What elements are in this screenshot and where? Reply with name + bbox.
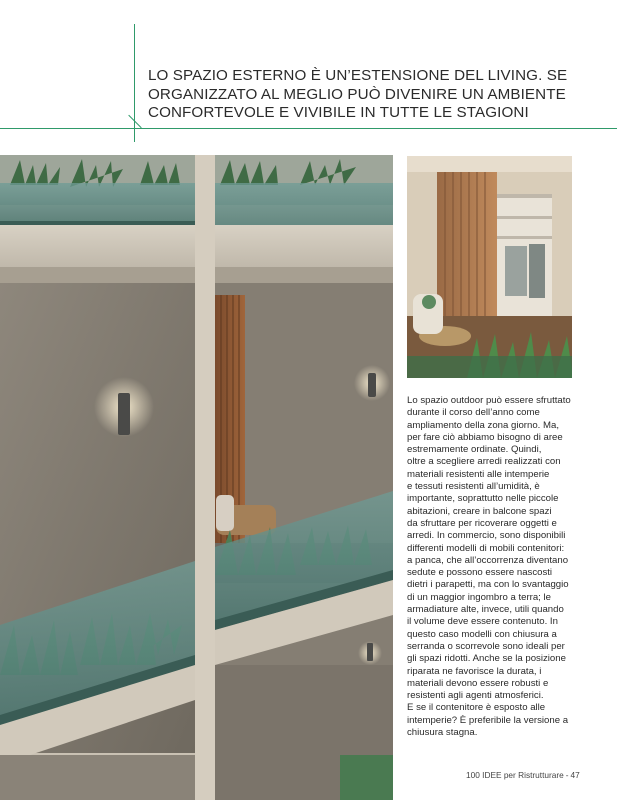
body-text <box>407 395 577 739</box>
body-line: armadiature alte, invece, utili quando <box>407 604 564 616</box>
magazine-name: 100 IDEE per Ristrutturare <box>466 770 564 780</box>
page-number: 47 <box>570 770 580 780</box>
body-line: differenti modelli di mobili contenitori: <box>407 542 565 554</box>
accent-horizontal-rule <box>0 128 617 129</box>
accent-vertical-rule <box>134 24 135 142</box>
body-line: per fare ciò abbiamo bisogno di aree <box>407 431 563 443</box>
body-line: da sfruttare per ricoverare oggetti e <box>407 517 557 529</box>
body-line: importante, soprattutto nelle piccole <box>407 493 559 505</box>
body-line: arredi. In commercio, sono disponibili <box>407 530 566 542</box>
body-line: resistenti agli agenti atmosferici. <box>407 690 544 702</box>
body-line: oltre a scegliere arredi realizzati con <box>407 456 561 468</box>
body-line: dietri i parapetti, ma con lo svantaggio <box>407 579 569 591</box>
side-photo-balcony-storage <box>407 156 572 378</box>
headline-line: ORGANIZZATO AL MEGLIO PUÒ DIVENIRE UN AMBIENTE <box>148 85 566 103</box>
headline-line: LO SPAZIO ESTERNO È UN’ESTENSIONE DEL LIVING. SE <box>148 67 568 84</box>
main-photo-building-balconies <box>0 155 393 800</box>
page-footer <box>466 770 580 780</box>
body-line: di un maggior ingombro a terra; le <box>407 591 551 603</box>
body-line: materiali devono essere robusti e <box>407 677 549 689</box>
body-line: durante il corso dell’anno come <box>407 407 540 419</box>
body-line: abitazioni, creare in balcone spazi <box>407 505 552 517</box>
body-line: Lo spazio outdoor può essere sfruttato <box>407 395 571 406</box>
accent-rule-tick <box>128 115 141 128</box>
body-line: gli spazi ridotti. Anche se la posizione <box>407 653 566 665</box>
body-line: serranda o scorrevole sono ideali per <box>407 640 565 652</box>
body-line: materiali resistenti alle intemperie <box>407 468 550 480</box>
headline-line: CONFORTEVOLE E VIVIBILE IN TUTTE LE STAGIONI <box>148 104 529 121</box>
body-line: sedute e possono essere nascosti <box>407 567 553 579</box>
body-line: questo caso modelli con chiusura a <box>407 628 557 640</box>
body-line: intemperie? È preferibile la versione a <box>407 714 569 726</box>
footer-separator: - <box>565 770 569 780</box>
headline <box>148 67 588 123</box>
body-line: e tessuti resistenti all’umidità, è <box>407 481 540 493</box>
body-line: estremamente ordinate. Quindi, <box>407 444 542 456</box>
body-line: ampliamento della zona giorno. Ma, <box>407 419 559 431</box>
body-line: a panca, che all’occorrenza diventano <box>407 554 569 566</box>
body-line: chiusura stagna. <box>407 727 478 739</box>
body-line: E se il contenitore è esposto alle <box>407 702 546 714</box>
body-line: riparata ne favorisce la durata, i <box>407 665 542 677</box>
body-line: il volume deve essere contenuto. In <box>407 616 558 628</box>
